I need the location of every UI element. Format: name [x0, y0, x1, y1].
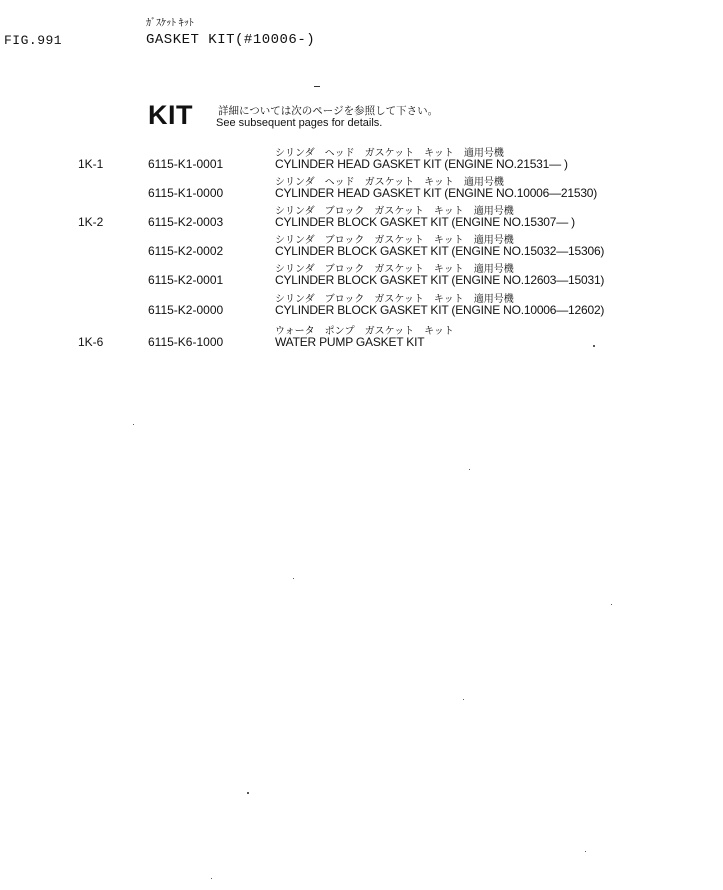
- figure-number: FIG.991: [4, 33, 63, 48]
- parts-row: [0, 173, 723, 202]
- scan-speck: [133, 424, 134, 425]
- scan-speck: [611, 604, 612, 605]
- scan-speck: [463, 699, 464, 700]
- part-name: CYLINDER HEAD GASKET KIT (ENGINE NO.10006—21530): [275, 186, 598, 200]
- key-number: 1K-2: [78, 215, 104, 229]
- part-name: CYLINDER BLOCK GASKET KIT (ENGINE NO.15307— ): [275, 215, 575, 229]
- scan-speck: [469, 469, 470, 470]
- part-number: 6115-K2-0003: [148, 215, 224, 229]
- note-english: See subsequent pages for details.: [216, 117, 383, 129]
- scan-speck: [247, 792, 249, 794]
- scan-speck: [585, 851, 586, 852]
- parts-row: [0, 231, 723, 260]
- part-name-japanese: ウォータ ポンプ ガスケット キット: [275, 326, 454, 337]
- part-number: 6115-K1-0000: [148, 186, 224, 200]
- part-number: 6115-K1-0001: [148, 157, 224, 171]
- page-title: GASKET KIT(#10006-): [146, 32, 316, 48]
- parts-row: [0, 322, 723, 351]
- part-name-japanese: シリンダ ヘッド ガスケット キット 適用号機: [275, 177, 504, 188]
- parts-row: [0, 290, 723, 319]
- part-name-japanese: シリンダ ブロック ガスケット キット 適用号機: [275, 294, 514, 305]
- part-name: WATER PUMP GASKET KIT: [275, 335, 425, 349]
- part-name: CYLINDER BLOCK GASKET KIT (ENGINE NO.15032—15306): [275, 244, 605, 258]
- scan-speck: [211, 878, 212, 879]
- part-name-japanese: シリンダ ヘッド ガスケット キット 適用号機: [275, 148, 504, 159]
- note-japanese: 詳細については次のページを参照して下さい。: [218, 105, 439, 117]
- part-name: CYLINDER BLOCK GASKET KIT (ENGINE NO.10006—12602): [275, 303, 605, 317]
- part-name: CYLINDER HEAD GASKET KIT (ENGINE NO.21531— ): [275, 157, 568, 171]
- parts-row: [0, 260, 723, 289]
- part-number: 6115-K6-1000: [148, 335, 224, 349]
- part-number: 6115-K2-0001: [148, 273, 224, 287]
- part-name-japanese: シリンダ ブロック ガスケット キット 適用号機: [275, 206, 514, 217]
- parts-row: [0, 144, 723, 173]
- scan-speck: [293, 578, 294, 579]
- part-number: 6115-K2-0002: [148, 244, 224, 258]
- parts-row: [0, 202, 723, 231]
- scan-speck: [593, 345, 595, 347]
- part-name-japanese: シリンダ ブロック ガスケット キット 適用号機: [275, 235, 514, 246]
- part-name-japanese: シリンダ ブロック ガスケット キット 適用号機: [275, 264, 514, 275]
- scan-mark: [314, 86, 320, 87]
- key-number: 1K-6: [78, 335, 104, 349]
- page-title-japanese: ｶﾞｽｹｯﾄ ｷｯﾄ: [146, 18, 194, 29]
- key-number: 1K-1: [78, 157, 104, 171]
- part-number: 6115-K2-0000: [148, 303, 224, 317]
- section-heading: KIT: [148, 100, 193, 130]
- part-name: CYLINDER BLOCK GASKET KIT (ENGINE NO.12603—15031): [275, 273, 605, 287]
